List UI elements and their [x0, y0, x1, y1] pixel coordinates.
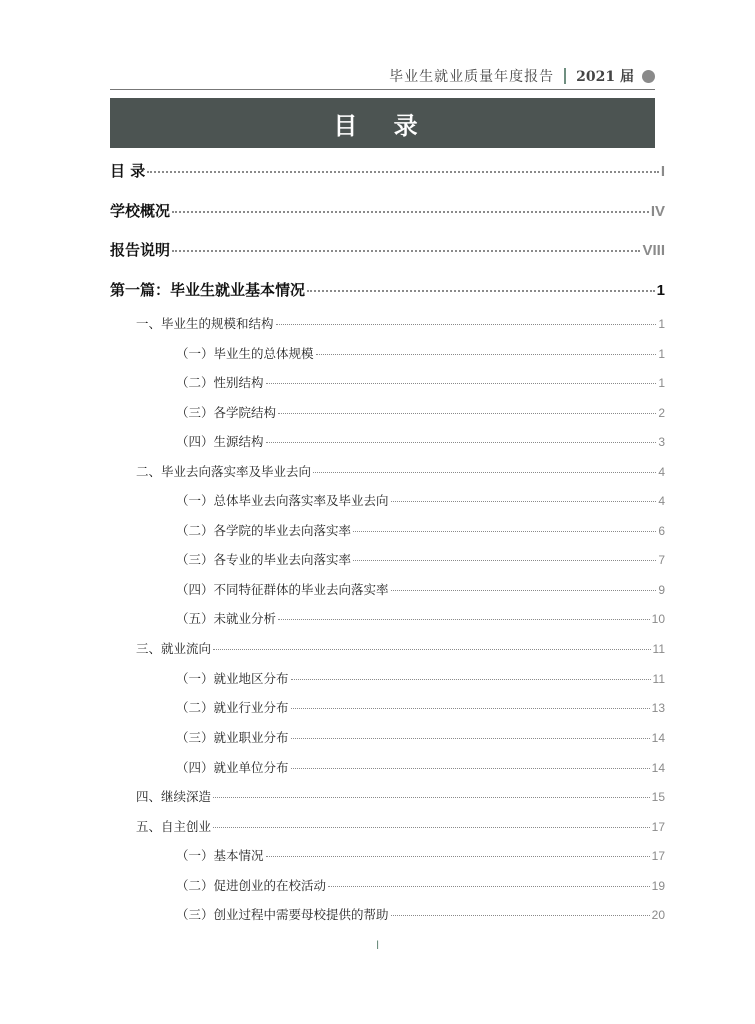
toc-entry-page: 4: [658, 494, 665, 508]
toc-entry-label: （四）就业单位分布: [176, 760, 289, 775]
toc-entry[interactable]: [136, 817, 665, 835]
toc-entry-label: 第一篇：毕业生就业基本情况: [110, 281, 306, 299]
toc-leader: [266, 856, 650, 857]
toc-entry[interactable]: [176, 669, 665, 687]
toc-entry[interactable]: [176, 728, 665, 746]
toc-entry-page: 3: [658, 435, 665, 449]
toc-entry[interactable]: [136, 787, 665, 805]
toc-leader: [213, 827, 650, 828]
toc-entry[interactable]: [176, 373, 665, 391]
toc-leader: [291, 768, 650, 769]
toc-entry-page: 1: [658, 317, 665, 331]
toc-entry[interactable]: [136, 462, 665, 480]
toc-leader: [353, 531, 656, 532]
toc-entry[interactable]: [176, 905, 665, 923]
toc-entry-label: 学校概况: [110, 202, 171, 220]
toc-entry-page: 9: [658, 583, 665, 597]
toc-entry-page: 15: [651, 790, 665, 804]
toc-entry-label: （四）不同特征群体的毕业去向落实率: [176, 582, 389, 597]
toc-entry-label: （二）就业行业分布: [176, 700, 289, 715]
toc-entry-label: 报告说明: [110, 241, 171, 259]
toc-leader: [213, 649, 651, 650]
toc-entry[interactable]: [176, 432, 665, 450]
toc-entry-page: 13: [651, 701, 665, 715]
toc-entry-page: 6: [658, 524, 665, 538]
toc-entry-page: 17: [651, 849, 665, 863]
toc-entry[interactable]: [176, 403, 665, 421]
toc-entry[interactable]: [176, 521, 665, 539]
toc-leader: [291, 738, 650, 739]
toc-leader: [391, 590, 657, 591]
toc-entry-page: 4: [658, 465, 665, 479]
toc-entry[interactable]: [136, 639, 665, 657]
toc-leader: [328, 886, 650, 887]
toc-entry-page: 14: [651, 731, 665, 745]
toc-entry[interactable]: [176, 344, 665, 362]
toc-entry-label: （三）创业过程中需要母校提供的帮助: [176, 907, 389, 922]
page-number: I: [375, 938, 380, 952]
toc-entry-page: 10: [651, 612, 665, 626]
toc-leader: [291, 708, 650, 709]
toc-leader: [391, 501, 657, 502]
toc-entry-page: 1: [658, 376, 665, 390]
toc-leader: [291, 679, 651, 680]
toc-entry-page: 11: [652, 672, 665, 686]
toc-entry-label: （四）生源结构: [176, 434, 264, 449]
toc-entry-label: （二）促进创业的在校活动: [176, 878, 327, 893]
toc-entry-label: （三）就业职业分布: [176, 730, 289, 745]
report-title: 毕业生就业质量年度报告: [389, 69, 555, 85]
toc-entry-label: 四、继续深造: [136, 789, 212, 804]
toc-entry-label: 二、毕业去向落实率及毕业去向: [136, 464, 312, 479]
toc-entry-page: 11: [652, 642, 665, 656]
toc-entry-label: （一）基本情况: [176, 848, 264, 863]
toc-entry-label: 三、就业流向: [136, 641, 212, 656]
toc-entry-page: 2: [658, 406, 665, 420]
toc-entry-label: （二）性别结构: [176, 375, 264, 390]
toc-entry[interactable]: [176, 876, 665, 894]
toc-entry-page: 1: [658, 347, 665, 361]
toc-leader: [391, 915, 650, 916]
toc-leader: [278, 619, 650, 620]
toc-entry-label: （五）未就业分析: [176, 611, 277, 626]
toc-entry-label: （一）总体毕业去向落实率及毕业去向: [176, 493, 389, 508]
toc-entry-label: 目 录: [110, 162, 146, 180]
toc-entry[interactable]: [110, 200, 665, 221]
toc-entry[interactable]: [110, 279, 665, 300]
toc-heading: 目 录: [333, 111, 432, 140]
toc-entry-page: IV: [650, 203, 665, 220]
toc-entry[interactable]: [176, 609, 665, 627]
toc-entry-page: I: [660, 163, 665, 180]
toc-entry[interactable]: [176, 491, 665, 509]
toc-entry[interactable]: [176, 758, 665, 776]
toc-entry[interactable]: [176, 846, 665, 864]
toc-entry[interactable]: [136, 314, 665, 332]
toc-entry[interactable]: [176, 698, 665, 716]
toc-entry-page: VIII: [642, 242, 665, 259]
toc-leader: [276, 324, 657, 325]
toc-entry[interactable]: [110, 239, 665, 260]
toc-entry-page: 7: [658, 553, 665, 567]
toc-entry-label: 一、毕业生的规模和结构: [136, 316, 274, 331]
toc-leader: [316, 354, 657, 355]
toc-entry-label: （一）毕业生的总体规模: [176, 346, 314, 361]
toc-entry-page: 14: [651, 761, 665, 775]
toc-leader: [353, 560, 656, 561]
toc-entry[interactable]: [176, 580, 665, 598]
toc-leader: [266, 442, 657, 443]
toc-leader: [307, 290, 655, 292]
toc-entry-page: 19: [651, 879, 665, 893]
toc-entry-label: （二）各学院的毕业去向落实率: [176, 523, 352, 538]
toc-entry-page: 20: [651, 908, 665, 922]
toc-entry-label: （三）各专业的毕业去向落实率: [176, 552, 352, 567]
toc-entry[interactable]: [110, 160, 665, 181]
toc-leader: [172, 211, 649, 213]
toc-entry[interactable]: [176, 550, 665, 568]
toc-entry-label: （三）各学院结构: [176, 405, 277, 420]
toc-leader: [172, 250, 640, 252]
toc-leader: [266, 383, 657, 384]
toc-entry-page: 1: [656, 282, 665, 299]
report-year: 2021 届: [576, 69, 634, 85]
toc-entry-page: 17: [651, 820, 665, 834]
toc-leader: [278, 413, 656, 414]
toc-entry-label: （一）就业地区分布: [176, 671, 289, 686]
toc-leader: [313, 472, 656, 473]
toc-leader: [147, 171, 659, 173]
toc-leader: [213, 797, 650, 798]
toc-entry-label: 五、自主创业: [136, 819, 212, 834]
